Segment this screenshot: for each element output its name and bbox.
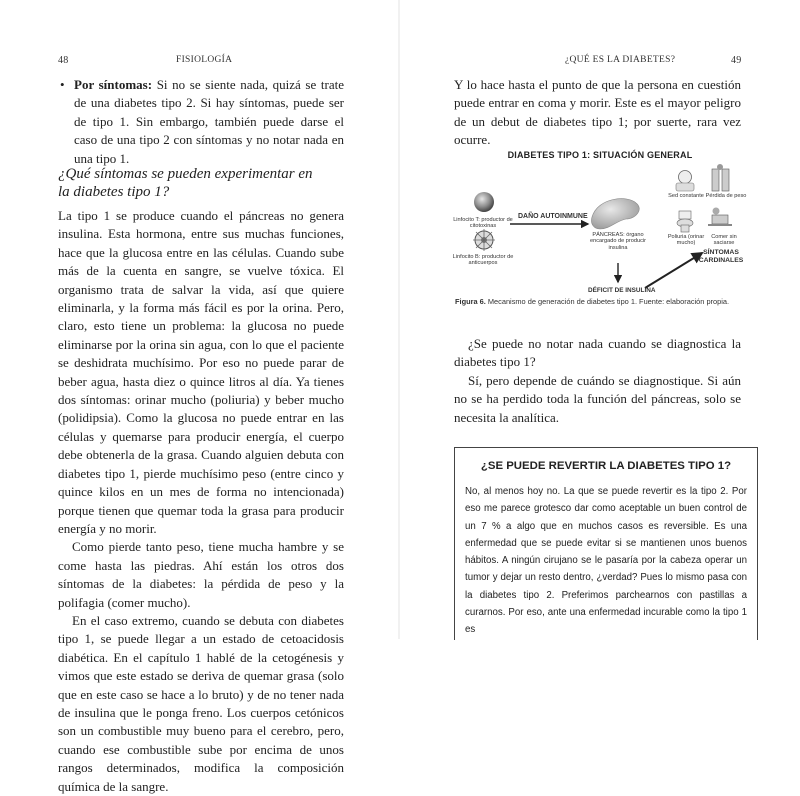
cardinal-symptoms-label: SÍNTOMAS CARDINALES xyxy=(698,249,744,264)
polyuria-label: Poliuria (orinar mucho) xyxy=(667,234,705,247)
left-body xyxy=(58,207,344,796)
weight-loss-icon xyxy=(712,164,729,191)
weight-loss-label: Pérdida de peso xyxy=(705,193,747,199)
paragraph: ¿Se puede no notar nada cuando se diagnostica la diabetes tipo 1? xyxy=(454,336,741,370)
paragraph: Como pierde tanto peso, tiene mucha hambre y se come hasta las piedras. Ahí están los otros dos síntomas de la diabetes: la pérdida de peso y la polifagia (comer mucho). xyxy=(58,539,344,610)
thirst-label: Sed constante xyxy=(668,193,704,199)
lymphocyte-t-icon xyxy=(474,192,494,212)
diagram-title: DIABETES TIPO 1: SITUACIÓN GENERAL xyxy=(507,150,693,160)
thirst-icon xyxy=(676,171,694,192)
lymphocyte-t-label: Linfocito T: productor de citotoxinas xyxy=(453,217,513,230)
pancreas-label: PÁNCREAS: órgano encargado de producir insulina xyxy=(590,232,646,251)
hunger-icon xyxy=(708,208,732,227)
left-page xyxy=(0,0,398,794)
page-number-right: 49 xyxy=(731,55,742,66)
page-number-left: 48 xyxy=(58,55,69,66)
bullet-icon: • xyxy=(60,77,65,92)
box-text xyxy=(465,483,747,639)
sidebar-box xyxy=(454,447,758,640)
figure-caption-text: Mecanismo de generación de diabetes tipo 1. Fuente: elaboración propia. xyxy=(485,297,730,306)
right-body xyxy=(454,335,741,427)
bullet-term: Por síntomas: xyxy=(74,77,153,92)
insulin-deficit-label: DÉFICIT DE INSULINA xyxy=(588,287,656,294)
box-title: ¿SE PUEDE REVERTIR LA DIABETES TIPO 1? xyxy=(480,460,732,472)
intro-paragraph: Y lo hace hasta el punto de que la persona en cuestión puede entrar en coma y morir. Este es el mayor peligro de un debut de diabetes tipo 1; por suerte, rara vez ocurre. xyxy=(454,77,741,148)
book-gutter xyxy=(398,0,400,639)
pancreas-icon xyxy=(591,199,639,229)
hunger-label: Comer sin saciarse xyxy=(711,234,737,247)
running-head-right: ¿QUÉ ES LA DIABETES? xyxy=(565,55,676,65)
lymphocyte-b-label: Linfocito B: productor de anticuerpos xyxy=(452,254,514,267)
toilet-icon xyxy=(677,211,693,232)
diabetes-diagram xyxy=(450,145,750,305)
paragraph: En el caso extremo, cuando se debuta con diabetes tipo 1, se puede llegar a un estado de cetoacidosis diabética. En el capítulo 1 hablé de la cetogénesis y vimos que este estado se deriva de quemar grasa (solo que en este caso se hace a lo bruto) y de no tener nada de insulina que le ponga freno. Los cuerpos cetónicos son un combustible muy bueno para el cerebro, pero, cuando ese combustible sube por encima de unos rangos determinados, modifica la composición química de la sangre. xyxy=(58,612,344,794)
paragraph: Sí, pero depende de cuándo se diagnostique. Si aún no se ha perdido toda la función del páncreas, solo se necesita la analítica. xyxy=(454,372,741,425)
running-head-left: FISIOLOGÍA xyxy=(176,55,233,65)
box-paragraph: No, al menos hoy no. La que se puede revertir es la tipo 2. Por eso me parece grotesco dar como aceptable un buen control de un 7 % a algo que en muchos casos es reversible. Es una enfermedad que se puede evitar si se mantienen unos buenos hábitos. A ningún cirujano se le pasaría por la cabeza operar un tumor y dejar un resto dentro, ¿verdad? Pues lo mismo pasa con la diabetes tipo 2. Preferimos parchearnos con pastillas a curarnos. Por eso, ante una enfermedad incurable como la tipo 1 es xyxy=(465,486,747,636)
autoimmune-label: DAÑO AUTOINMUNE xyxy=(518,213,588,220)
figure-caption xyxy=(455,297,755,306)
figure-label: Figura 6. xyxy=(455,297,486,306)
paragraph: La tipo 1 se produce cuando el páncreas no genera insulina. Esta hormona, entre sus muchas funciones, hace que la glucosa entre en las células. Cuando sube más de la cuenta en sangre, se vuelve tóxica. El organismo trata de salvar la vida, así que quiere eliminarla, y la forma más fácil es por la orina. Pero, claro, esto tiene un problema: la glucosa no puede eliminarse por la orina sin agua, con lo que el paciente se deshidrata muchísimo. Por eso no puede parar de beber agua, hasta diez o quince litros al día. Ya tienes dos síntomas: orinar mucho (poliuria) y beber mucho (polidipsia). Como la glucosa no puede entrar en las células y quemarse para producir energía, el cuerpo debe obtenerla de la grasa. Cuando alguien debuta con diabetes tipo 1, pierde muchísimo peso (entre cinco y quince kilos en un mes de forma no intencionada) porque tienen que quemar toda la grasa para producir energía y no morir. xyxy=(58,208,344,536)
section-heading: ¿Qué síntomas se pueden experimentar en la diabetes tipo 1? xyxy=(58,166,313,200)
lymphocyte-b-icon xyxy=(473,229,495,251)
bullet-item xyxy=(60,76,344,168)
bullet-text: Si no se siente nada, quizá se trate de una diabetes tipo 2. Si hay síntomas, puede ser de tipo 1. Sin embargo, también puede darse el caso de una tipo 2 con síntomas y no notar nada en una tipo 1. xyxy=(74,77,344,166)
